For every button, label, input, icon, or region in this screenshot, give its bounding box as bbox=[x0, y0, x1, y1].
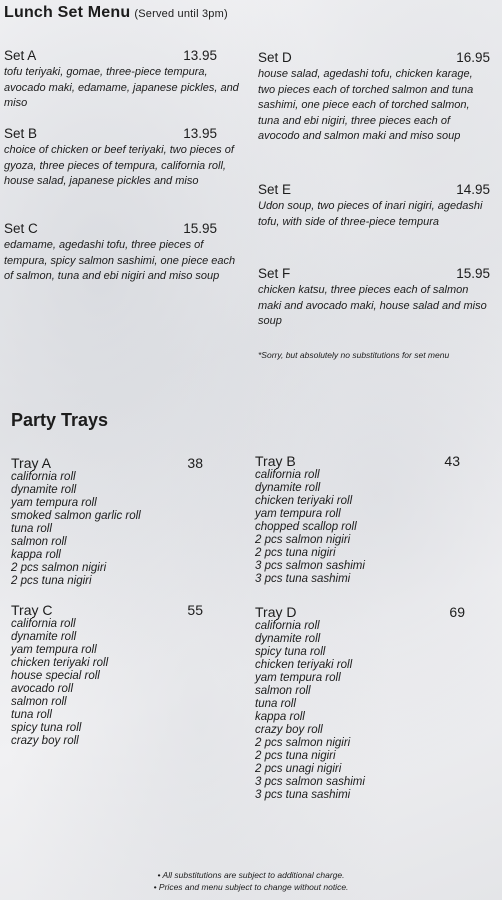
tray-item: yam tempura roll bbox=[11, 644, 97, 656]
set-e bbox=[258, 182, 490, 230]
lunch-menu-title bbox=[4, 4, 228, 22]
tray-item: avocado roll bbox=[11, 683, 74, 695]
tray-item: dynamite roll bbox=[11, 484, 77, 496]
tray-item: spicy tuna roll bbox=[11, 722, 82, 734]
tray-item: 3 pcs salmon sashimi bbox=[255, 776, 365, 788]
tray-item: tuna roll bbox=[11, 709, 52, 721]
tray-item: 3 pcs salmon sashimi bbox=[255, 560, 365, 572]
tray-item: yam tempura roll bbox=[255, 508, 341, 520]
tray-item: 2 pcs tuna nigiri bbox=[255, 750, 336, 762]
tray-price: 38 bbox=[187, 455, 203, 471]
tray-item: 2 pcs salmon nigiri bbox=[11, 562, 107, 574]
tray-item: tuna roll bbox=[11, 523, 52, 535]
set-name: Set B bbox=[4, 126, 38, 141]
set-price: 16.95 bbox=[456, 50, 490, 65]
tray-item: house special roll bbox=[11, 670, 100, 682]
tray-item: california roll bbox=[11, 471, 76, 483]
footer-line-prices: • Prices and menu subject to change without notice. bbox=[153, 882, 349, 892]
tray-name: Tray D bbox=[255, 604, 297, 620]
tray-item: yam tempura roll bbox=[11, 497, 97, 509]
tray-item: chicken teriyaki roll bbox=[11, 657, 109, 669]
set-price: 15.95 bbox=[183, 221, 217, 236]
lunch-menu-hours: (Served until 3pm) bbox=[134, 8, 228, 20]
set-d bbox=[258, 50, 490, 145]
set-a bbox=[4, 48, 240, 112]
tray-name: Tray A bbox=[11, 455, 51, 471]
tray-item: 2 pcs salmon nigiri bbox=[255, 534, 351, 546]
set-b bbox=[4, 126, 240, 190]
tray-item: dynamite roll bbox=[255, 482, 321, 494]
set-name: Set A bbox=[4, 48, 37, 63]
footer-line-substitutions: • All substitutions are subject to additional charge. bbox=[157, 870, 345, 880]
tray-item: salmon roll bbox=[255, 685, 311, 697]
set-price: 13.95 bbox=[183, 126, 217, 141]
set-description: Udon soup, two pieces of inari nigiri, agedashi tofu, with side of three-piece tempura bbox=[258, 200, 483, 228]
tray-name: Tray B bbox=[255, 453, 296, 469]
tray-item: 2 pcs unagi nigiri bbox=[255, 763, 342, 775]
tray-item: california roll bbox=[255, 620, 320, 632]
tray-item: chopped scallop roll bbox=[255, 521, 357, 533]
tray-c bbox=[11, 602, 203, 748]
tray-price: 69 bbox=[449, 604, 465, 620]
set-description: chicken katsu, three pieces each of salmon maki and avocado maki, house salad and miso soup bbox=[258, 284, 487, 328]
set-name: Set C bbox=[4, 221, 38, 236]
tray-price: 43 bbox=[444, 453, 460, 469]
tray-items-list bbox=[255, 469, 460, 586]
tray-name: Tray C bbox=[11, 602, 53, 618]
tray-item: crazy boy roll bbox=[11, 735, 79, 747]
tray-item: kappa roll bbox=[255, 711, 305, 723]
set-c bbox=[4, 221, 240, 285]
set-name: Set F bbox=[258, 266, 291, 281]
set-price: 13.95 bbox=[183, 48, 217, 63]
set-description: tofu teriyaki, gomae, three-piece tempura, avocado maki, edamame, japanese pickles, and miso bbox=[4, 66, 239, 110]
tray-item: 3 pcs tuna sashimi bbox=[255, 789, 351, 801]
tray-item: chicken teriyaki roll bbox=[255, 659, 353, 671]
tray-item: california roll bbox=[11, 618, 76, 630]
lunch-menu-heading: Lunch Set Menu bbox=[4, 4, 131, 21]
tray-item: dynamite roll bbox=[255, 633, 321, 645]
set-name: Set E bbox=[258, 182, 292, 197]
tray-item: california roll bbox=[255, 469, 320, 481]
tray-item: spicy tuna roll bbox=[255, 646, 326, 658]
tray-d bbox=[255, 604, 465, 802]
footer-notes bbox=[0, 869, 502, 893]
set-description: house salad, agedashi tofu, chicken karage, two pieces each of torched salmon and tuna sashimi, one piece each of torched salmon, tuna and ebi nigiri, three pieces each of avocodo and salmon maki and miso soup bbox=[258, 68, 474, 143]
set-f bbox=[258, 266, 490, 330]
tray-item: dynamite roll bbox=[11, 631, 77, 643]
tray-item: 2 pcs tuna nigiri bbox=[11, 575, 92, 587]
tray-item: 3 pcs tuna sashimi bbox=[255, 573, 351, 585]
set-menu-note: *Sorry, but absolutely no substitutions for set menu bbox=[258, 350, 450, 360]
tray-item: 2 pcs salmon nigiri bbox=[255, 737, 351, 749]
tray-items-list bbox=[11, 471, 203, 588]
tray-item: yam tempura roll bbox=[255, 672, 341, 684]
tray-price: 55 bbox=[187, 602, 203, 618]
set-name: Set D bbox=[258, 50, 292, 65]
set-price: 14.95 bbox=[456, 182, 490, 197]
set-description: choice of chicken or beef teriyaki, two pieces of gyoza, three pieces of tempura, california roll, house salad, japanese pickles and miso bbox=[4, 144, 234, 188]
tray-a bbox=[11, 455, 203, 588]
tray-item: smoked salmon garlic roll bbox=[11, 510, 141, 522]
party-trays-title: Party Trays bbox=[11, 410, 109, 430]
tray-item: salmon roll bbox=[11, 536, 67, 548]
tray-item: 2 pcs tuna nigiri bbox=[255, 547, 336, 559]
tray-items-list bbox=[255, 620, 465, 802]
tray-b bbox=[255, 453, 460, 586]
tray-item: tuna roll bbox=[255, 698, 296, 710]
set-description: edamame, agedashi tofu, three pieces of tempura, spicy salmon sashimi, one piece each of salmon, tuna and ebi nigiri and miso soup bbox=[4, 239, 236, 283]
set-price: 15.95 bbox=[456, 266, 490, 281]
tray-item: kappa roll bbox=[11, 549, 61, 561]
tray-item: crazy boy roll bbox=[255, 724, 323, 736]
tray-item: salmon roll bbox=[11, 696, 67, 708]
tray-items-list bbox=[11, 618, 203, 748]
tray-item: chicken teriyaki roll bbox=[255, 495, 353, 507]
